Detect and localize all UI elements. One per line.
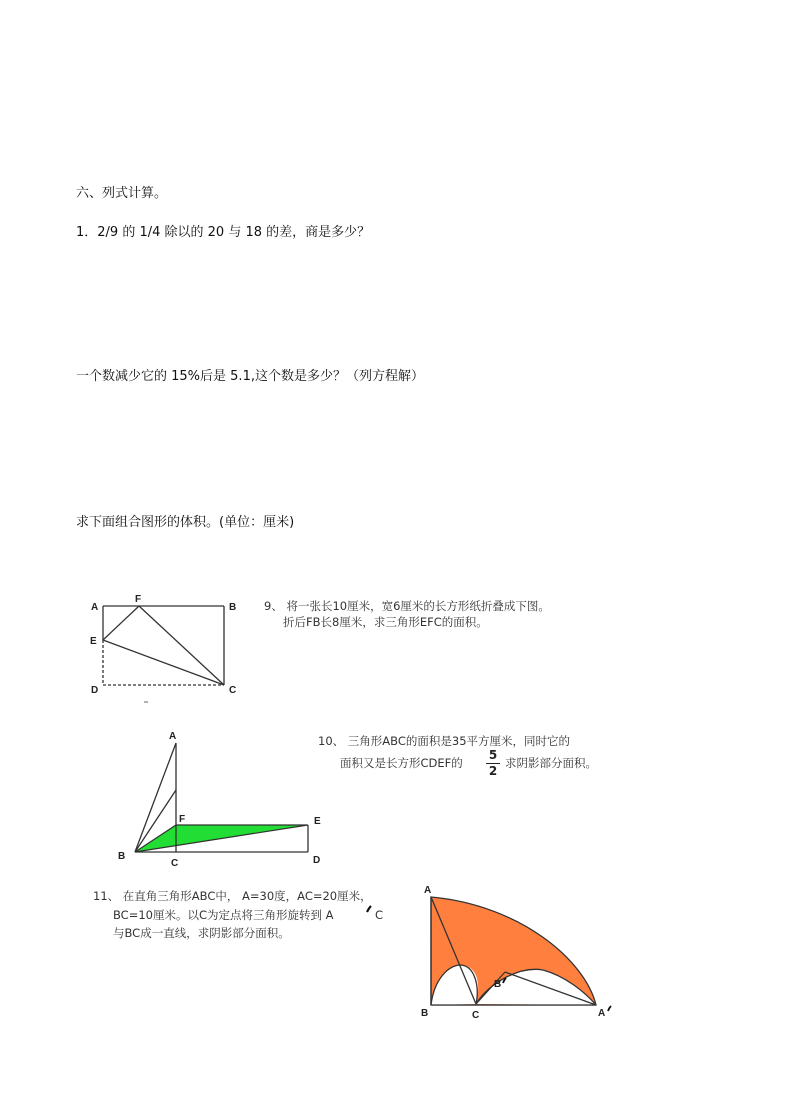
question-1: 1．2/9 的 1/4 除以的 20 与 18 的差，商是多少？	[76, 225, 371, 240]
problem-11-line-2: BC=10厘米。以C为定点将三角形旋转到 A	[113, 908, 334, 922]
label-a: A	[169, 731, 177, 742]
prime-mark-1	[367, 906, 371, 912]
problem-11-line-3: 与BC成一直线，求阴影部分面积。	[113, 926, 290, 940]
label-c: C	[171, 858, 179, 869]
problem-11-line-1: 11、 在直角三角形ABC中， A=30度，AC=20厘米，	[93, 889, 372, 903]
label-c: C	[229, 685, 237, 696]
label-b: B	[421, 1008, 429, 1019]
prime-mark-3	[608, 1006, 611, 1011]
problem-11-line-2-end: C	[375, 908, 384, 922]
label-d: D	[91, 685, 99, 696]
fraction-denominator: 2	[488, 764, 498, 778]
label-a: A	[424, 885, 432, 896]
label-b: B	[118, 851, 126, 862]
label-a: A	[91, 602, 99, 613]
label-f: F	[179, 814, 186, 825]
question-2: 一个数减少它的 15%后是 5.1,这个数是多少？（列方程解）	[76, 369, 424, 384]
problem-9-line-2: 折后FB长8厘米，求三角形EFC的面积。	[283, 615, 488, 629]
label-b-prime: B	[494, 979, 502, 990]
label-e: E	[314, 816, 321, 827]
label-c: C	[472, 1010, 480, 1021]
fraction-numerator: 5	[488, 748, 498, 762]
section-heading: 六、列式计算。	[76, 186, 168, 201]
label-a-prime: A	[598, 1008, 606, 1019]
problem-10-line-1: 10、 三角形ABC的面积是35平方厘米，同时它的	[318, 734, 571, 748]
label-d: D	[313, 855, 321, 866]
label-f: F	[135, 594, 142, 605]
problem-10-line-2: 面积又是长方形CDEF的	[340, 756, 463, 770]
label-e: E	[90, 636, 97, 647]
label-b: B	[229, 602, 237, 613]
question-3: 求下面组合图形的体积。(单位：厘米)	[76, 515, 295, 530]
problem-10-line-2-end: 求阴影部分面积。	[505, 756, 597, 770]
problem-9-line-1: 9、 将一张长10厘米，宽6厘米的长方形纸折叠成下图。	[264, 599, 550, 613]
